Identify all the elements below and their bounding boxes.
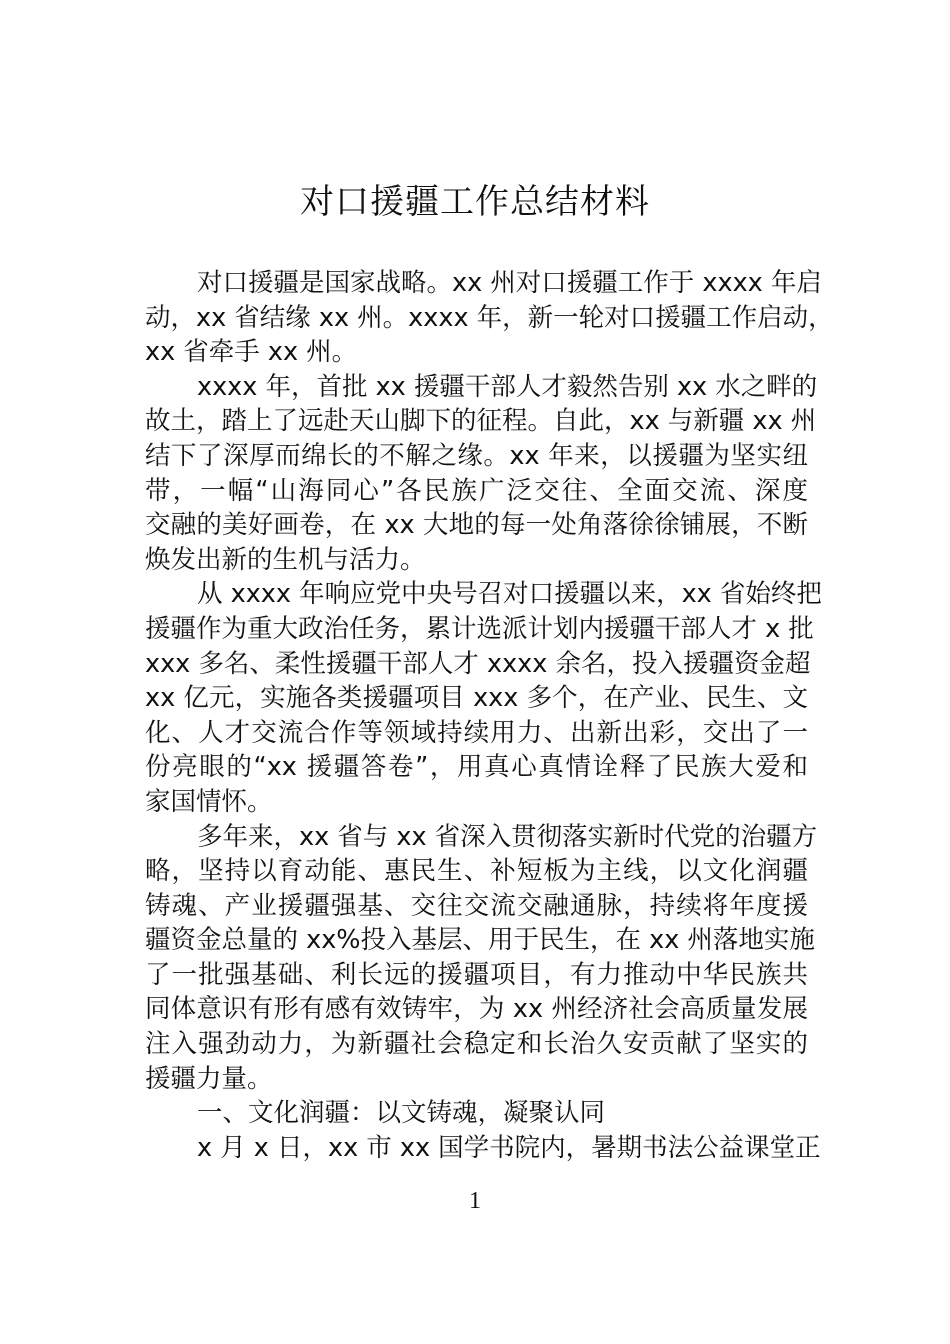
text-line: 援疆力量。: [145, 1063, 273, 1094]
text-line: 份亮眼的“xx 援疆答卷”，用真心真情诠释了民族大爱和: [145, 752, 808, 783]
paragraph: [145, 1131, 821, 1166]
text-line: 多年来，xx 省与 xx 省深入贯彻落实新时代党的治疆方: [197, 821, 818, 852]
paragraph: [145, 820, 818, 1097]
text-line: 同体意识有形有感有效铸牢，为 xx 州经济社会高质量发展: [145, 994, 808, 1025]
paragraph: [145, 266, 834, 370]
text-line: 结下了深厚而绵长的不解之缘。xx 年来，以援疆为坚实纽: [145, 440, 808, 471]
text-line: 疆资金总量的 xx%投入基层、用于民生，在 xx 州落地实施: [145, 925, 815, 956]
text-line: xx 省牵手 xx 州。: [145, 337, 358, 368]
text-line: 家国情怀。: [145, 786, 273, 817]
text-line: 带，一幅“山海同心”各民族广泛交往、全面交流、深度: [145, 475, 808, 506]
text-line: 援疆作为重大政治任务，累计选派计划内援疆干部人才 x 批: [145, 613, 814, 644]
text-line: 一、文化润疆：以文铸魂，凝聚认同: [197, 1098, 606, 1129]
text-line: xxx 多名、柔性援疆干部人才 xxxx 余名，投入援疆资金超: [145, 648, 811, 679]
text-line: 了一批强基础、利长远的援疆项目，有力推动中华民族共: [145, 959, 808, 990]
text-line: 略，坚持以育动能、惠民生、补短板为主线，以文化润疆: [145, 856, 808, 887]
text-line: xx 亿元，实施各类援疆项目 xxx 多个，在产业、民生、文: [145, 683, 808, 714]
text-line: 交融的美好画卷，在 xx 大地的每一处角落徐徐铺展，不断: [145, 510, 808, 541]
text-line: 故土，踏上了远赴天山脚下的征程。自此，xx 与新疆 xx 州: [145, 406, 817, 437]
paragraph: [145, 370, 818, 578]
text-line: 从 xxxx 年响应党中央号召对口援疆以来，xx 省始终把: [197, 579, 822, 610]
text-line: xxxx 年，首批 xx 援疆干部人才毅然告别 xx 水之畔的: [197, 371, 818, 402]
paragraph: [145, 577, 822, 819]
text-line: 化、人才交流合作等领域持续用力、出新出彩，交出了一: [145, 717, 808, 748]
text-line: 动，xx 省结缘 xx 州。xxxx 年，新一轮对口援疆工作启动，: [145, 302, 834, 333]
text-line: 对口援疆是国家战略。xx 州对口援疆工作于 xxxx 年启: [197, 268, 822, 298]
document-body: [145, 266, 834, 1165]
document-title: 对口援疆工作总结材料: [300, 182, 650, 222]
text-line: 焕发出新的生机与活力。: [145, 544, 426, 575]
section-heading: [145, 1096, 808, 1131]
text-line: x 月 x 日，xx 市 xx 国学书院内，暑期书法公益课堂正: [197, 1132, 821, 1163]
page-number: 1: [469, 1188, 481, 1214]
text-line: 铸魂、产业援疆强基、交往交流交融通脉，持续将年度援: [145, 890, 808, 921]
text-line: 注入强劲动力，为新疆社会稳定和长治久安贡献了坚实的: [145, 1029, 808, 1060]
